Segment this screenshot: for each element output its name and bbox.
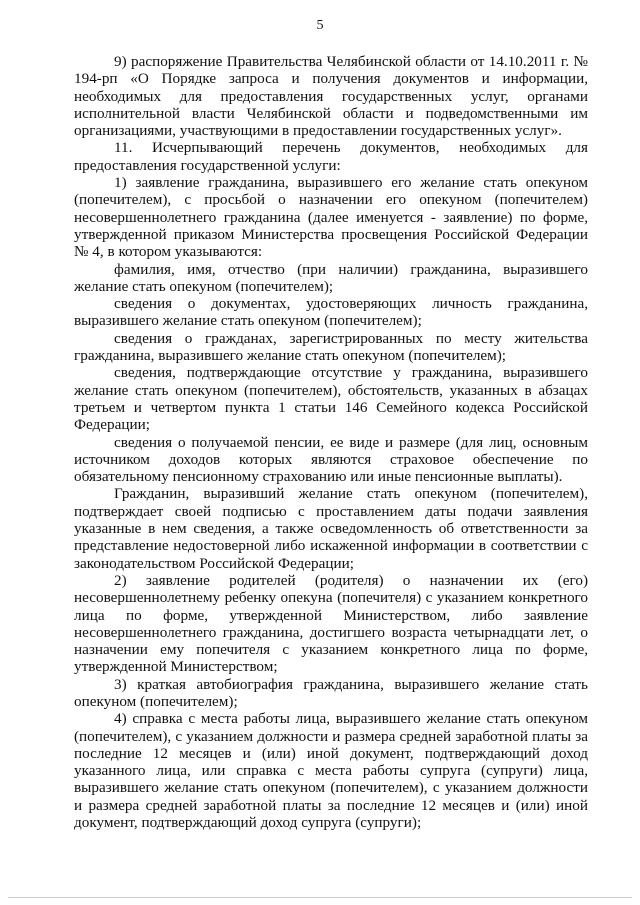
document-body xyxy=(74,53,588,831)
subitem-4-paragraph: 4) справка с места работы лица, выразившего желание стать опекуном (попечителем), с указанием должности и размера средней заработной платы за последние 12 месяцев и (или) иной документ, подтверждающий доход указанного лица, или справка с места работы супруга (супруги) лица, выразившего желание стать опекуном (попечителем), с указанием должности и размера средней заработной платы за последние 12 месяцев и (или) иной документ, подтверждающий доход супруга (супруги); xyxy=(74,710,588,832)
subitem-3-paragraph: 3) краткая автобиография гражданина, выразившего желание стать опекуном (попечителем); xyxy=(74,675,588,710)
list-item-identity-documents: сведения о документах, удостоверяющих личность гражданина, выразившего желание стать опекуном (попечителем); xyxy=(74,295,588,330)
bottom-divider xyxy=(8,897,632,898)
list-item-pension-info: сведения о получаемой пенсии, ее виде и размере (для лиц, основным источником доходов которых являются страховое обеспечение по обязательному пенсионному страхованию или иные пенсионные выплаты). xyxy=(74,433,588,486)
item-11-heading-paragraph: 11. Исчерпывающий перечень документов, необходимых для предоставления государственной услуги: xyxy=(74,139,588,174)
subitem-2-paragraph: 2) заявление родителей (родителя) о назначении их (его) несовершеннолетнему ребенку опекуна (попечителя) с указанием конкретного лица по форме, утвержденной Министерством, либо заявление несовершеннолетнего гражданина, достигшего возраста четырнадцати лет, о назначении ему попечителя с указанием конкретного лица по форме, утвержденной Министерством; xyxy=(74,571,588,676)
signature-confirmation-paragraph: Гражданин, выразивший желание стать опекуном (попечителем), подтверждает своей подписью с проставлением даты подачи заявления указанные в нем сведения, а также осведомленность об ответственности за представление недостоверной либо искаженной информации в соответствии с законодательством Российской Федерации; xyxy=(74,485,588,572)
list-item-absence-of-circumstances: сведения, подтверждающие отсутствие у гражданина, выразившего желание стать опекуном (попечителем), обстоятельств, указанных в абзацах третьем и четвертом пункта 1 статьи 146 Семейного кодекса Российской Федерации; xyxy=(74,364,588,434)
list-item-registered-citizens: сведения о гражданах, зарегистрированных по месту жительства гражданина, выразившего желание стать опекуном (попечителем); xyxy=(74,329,588,365)
page-number: 5 xyxy=(316,18,324,33)
list-item-full-name: фамилия, имя, отчество (при наличии) гражданина, выразившего желание стать опекуном (попечителем); xyxy=(74,260,588,295)
item-9-paragraph: 9) распоряжение Правительства Челябинской области от 14.10.2011 г. № 194-рп «О Порядке запроса и получения документов и информации, необходимых для предоставления государственных услуг, органами исполнительной власти Челябинской области и подведомственными им организациями, участвующими в предоставлении государственных услуг». xyxy=(74,53,588,140)
subitem-1-paragraph: 1) заявление гражданина, выразившего его желание стать опекуном (попечителем), с просьбой о назначении его опекуном (попечителем) несовершеннолетнего гражданина (далее именуется - заявление) по форме, утвержденной приказом Министерства просвещения Российской Федерации № 4, в котором указываются: xyxy=(74,174,588,261)
